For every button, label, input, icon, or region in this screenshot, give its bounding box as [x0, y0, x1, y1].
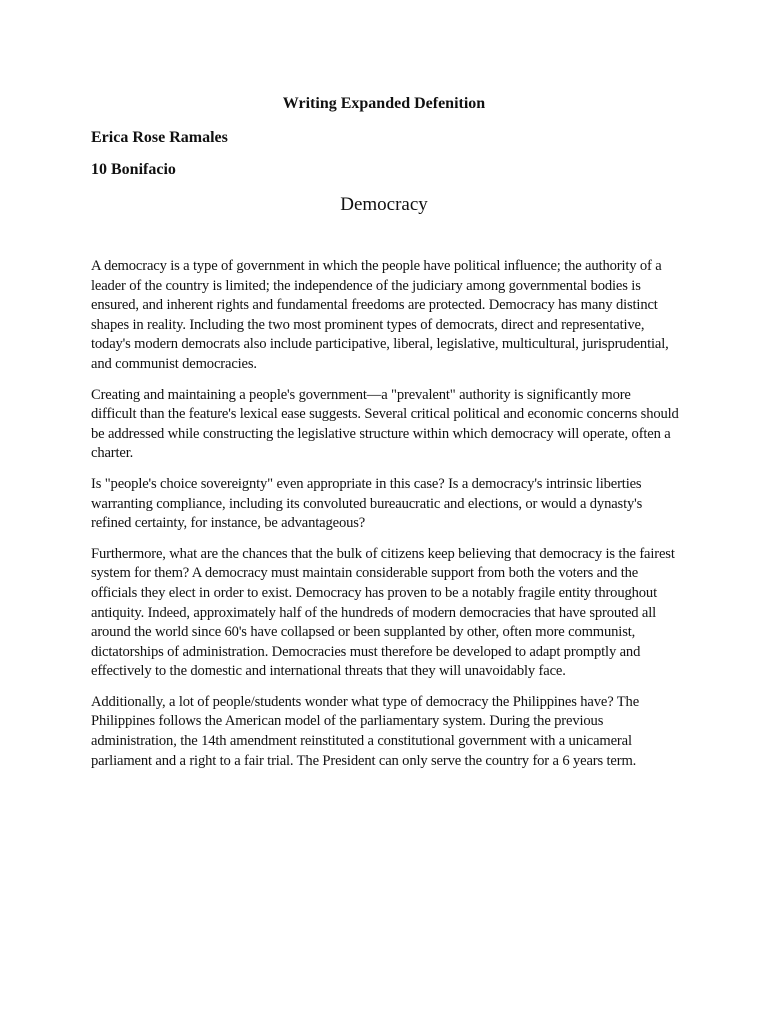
paragraph-5: Additionally, a lot of people/students wonder what type of democracy the Philippines have? The Philippines follows the American model of the parliamentary system. During the previous administration, the 14th amendment reinstituted a constitutional government with a unicameral parliament and a right to a fair trial. The President can only serve the country for a 6 years term.: [91, 693, 640, 769]
paragraph-3: Is "people's choice sovereignty" even appropriate in this case? Is a democracy's intrinsic liberties warranting compliance, including its convoluted bureaucratic and elections, or would a dynasty's refined certainty, for instance, be advantageous?: [91, 475, 643, 532]
class-section: 10 Bonifacio: [91, 161, 176, 178]
essay-body: [91, 257, 679, 782]
paragraph-1: A democracy is a type of government in which the people have political influence; the authority of a leader of the country is limited; the independence of the judiciary among governmental bodies is ensured, and inherent rights and fundamental freedoms are protected. Democracy has many distinct shapes in reality. Including the two most prominent types of democrats, direct and representative, today's modern democrats also include participative, liberal, legislative, multicultural, jurisprudential, and communist democracies.: [91, 258, 669, 372]
paragraph-4: Furthermore, what are the chances that the bulk of citizens keep believing that democracy is the fairest system for them? A democracy must maintain considerable support from both the voters and the officials they elect in order to exist. Democracy has proven to be a notably fragile entity throughout antiquity. Indeed, approximately half of the hundreds of modern democracies that have sprouted all around the world since 60's have collapsed or been supplanted by other, often more communist, dictatorships of administration. Democracies must therefore be developed to adapt promptly and effectively to the domestic and international threats that they will unavoidably face.: [91, 545, 675, 680]
author-name: Erica Rose Ramales: [91, 129, 228, 146]
paragraph-2: Creating and maintaining a people's government—a "prevalent" authority is significantly more difficult than the feature's lexical ease suggests. Several critical political and economic concerns should be addressed while constructing the legislative structure within which democracy will operate, often a charter.: [91, 386, 679, 462]
essay-title: Democracy: [340, 194, 428, 215]
document-header-title: Writing Expanded Defenition: [282, 95, 486, 112]
